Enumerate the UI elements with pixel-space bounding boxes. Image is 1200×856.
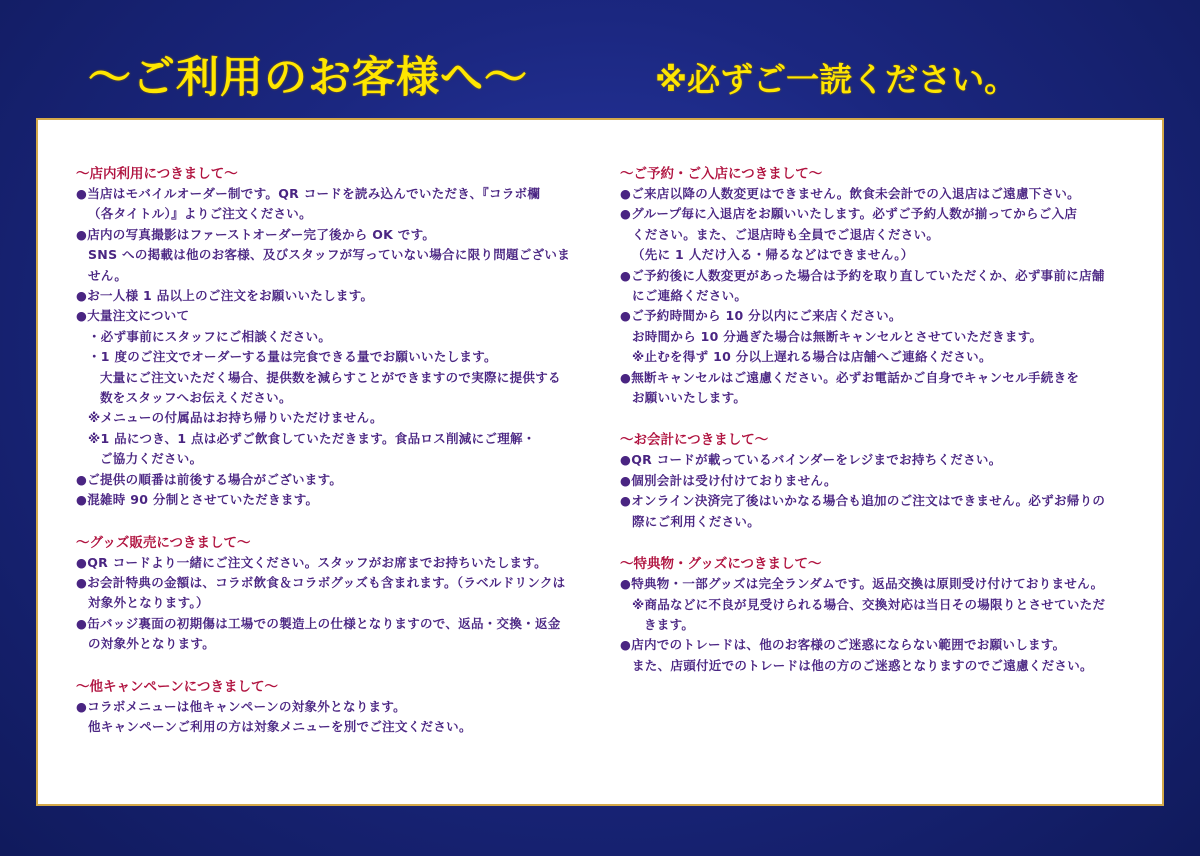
notice-line: 際にご利用ください。 bbox=[632, 513, 761, 529]
right-column bbox=[620, 164, 1140, 698]
notice-line: 数をスタッフへお伝えください。 bbox=[100, 390, 292, 406]
notice-line: ●混雑時 90 分制とさせていただきます。 bbox=[76, 492, 319, 508]
notice-section bbox=[620, 554, 1140, 676]
notice-line: ※1 品につき、1 点は必ずご飲食していただきます。食品ロス削減にご理解・ bbox=[88, 430, 536, 446]
notice-line: ●当店はモバイルオーダー制です。QR コードを読み込んでいただき、『コラボ欄 bbox=[76, 186, 541, 201]
page-title: 〜ご利用のお客様へ〜 bbox=[88, 53, 528, 103]
section-title: 〜特典物・グッズにつきまして〜 bbox=[620, 556, 822, 573]
notice-line: ●オンライン決済完了後はいかなる場合も追加のご注文はできません。必ずお帰りの bbox=[620, 493, 1106, 509]
notice-line: せん。 bbox=[88, 267, 128, 283]
notice-line: また、店頭付近でのトレードは他の方のご迷惑となりますのでご遠慮ください。 bbox=[632, 657, 1093, 673]
header bbox=[0, 44, 1200, 114]
notice-line: ●ご予約時間から 10 分以内にご来店ください。 bbox=[620, 308, 902, 324]
section-title: 〜グッズ販売につきまして〜 bbox=[76, 534, 251, 551]
notice-line: にご連絡ください。 bbox=[632, 288, 748, 304]
section-title: 〜他キャンペーンにつきまして〜 bbox=[76, 678, 278, 695]
notice-panel bbox=[36, 118, 1164, 806]
notice-section bbox=[76, 533, 596, 655]
notice-line: （各タイトル）』よりご注文ください。 bbox=[88, 206, 312, 222]
notice-line: ●特典物・一部グッズは完全ランダムです。返品交換は原則受け付けておりません。 bbox=[620, 576, 1104, 592]
notice-line: ご協力ください。 bbox=[100, 451, 203, 467]
notice-line: ※止むを得ず 10 分以上遅れる場合は店舗へご連絡ください。 bbox=[632, 349, 992, 365]
page-subtitle: ※必ずご一読ください。 bbox=[655, 60, 1018, 99]
notice-line: ●無断キャンセルはご遠慮ください。必ずお電話かご自身でキャンセル手続きを bbox=[620, 369, 1080, 385]
notice-line: ●グループ毎に入退店をお願いいたします。必ずご予約人数が揃ってからご入店 bbox=[620, 206, 1078, 222]
notice-line: ●お会計特典の金額は、コラボ飲食＆コラボグッズも含まれます。（ラベルドリンクは bbox=[76, 574, 566, 590]
notice-line: ●店内でのトレードは、他のお客様のご迷惑にならない範囲でお願いします。 bbox=[620, 637, 1066, 653]
section-title: 〜お会計につきまして〜 bbox=[620, 432, 769, 449]
notice-line: ●お一人様 1 品以上のご注文をお願いいたします。 bbox=[76, 288, 374, 304]
notice-line: ●ご来店以降の人数変更はできません。飲食未会計での入退店はご遠慮下さい。 bbox=[620, 186, 1080, 201]
notice-line: の対象外となります。 bbox=[88, 636, 216, 652]
section-title: 〜ご予約・ご入店につきまして〜 bbox=[620, 166, 823, 182]
notice-section bbox=[620, 430, 1140, 532]
notice-line: お願いいたします。 bbox=[632, 390, 747, 406]
notice-line: ●ご予約後に人数変更があった場合は予約を取り直していただくか、必ず事前に店舗 bbox=[620, 267, 1105, 283]
notice-line: ●個別会計は受け付けておりません。 bbox=[620, 472, 837, 488]
notice-line: SNS への掲載は他のお客様、及びスタッフが写っていない場合に限り問題ございま bbox=[88, 247, 571, 263]
notice-line: ●ご提供の順番は前後する場合がございます。 bbox=[76, 471, 343, 487]
notice-line: ●店内の写真撮影はファーストオーダー完了後から OK です。 bbox=[76, 226, 436, 242]
left-column bbox=[76, 164, 596, 759]
notice-section bbox=[76, 677, 596, 738]
notice-section bbox=[620, 164, 1140, 408]
notice-section bbox=[76, 164, 596, 511]
section-title: 〜店内利用につきまして〜 bbox=[76, 166, 238, 182]
notice-line: 他キャンペーンご利用の方は対象メニューを別でご注文ください。 bbox=[88, 718, 472, 734]
notice-line: ●缶バッジ裏面の初期傷は工場での製造上の仕様となりますので、返品・交換・返金 bbox=[76, 615, 561, 631]
notice-line: きます。 bbox=[644, 616, 695, 632]
notice-line: ・1 度のご注文でオーダーする量は完食できる量でお願いいたします。 bbox=[88, 349, 497, 365]
notice-line: お時間から 10 分過ぎた場合は無断キャンセルとさせていただきます。 bbox=[632, 328, 1043, 344]
notice-line: ●QR コードより一緒にご注文ください。スタッフがお席までお持ちいたします。 bbox=[76, 554, 547, 570]
notice-line: 対象外となります。） bbox=[88, 595, 209, 611]
notice-line: ください。また、ご退店時も全員でご退店ください。 bbox=[632, 226, 940, 242]
notice-line: ●大量注文について bbox=[76, 308, 190, 324]
notice-line: ※商品などに不良が見受けられる場合、交換対応は当日その場限りとさせていただ bbox=[632, 596, 1106, 612]
notice-line: ・必ず事前にスタッフにご相談ください。 bbox=[88, 328, 332, 344]
notice-line: ●QR コードが載っているバインダーをレジまでお持ちください。 bbox=[620, 452, 1002, 468]
notice-line: ※メニューの付属品はお持ち帰りいただけません。 bbox=[88, 410, 383, 426]
notice-line: （先に 1 人だけ入る・帰るなどはできません。） bbox=[632, 247, 914, 263]
notice-line: 大量にご注文いただく場合、提供数を減らすことができますので実際に提供する bbox=[100, 369, 561, 385]
notice-line: ●コラボメニューは他キャンペーンの対象外となります。 bbox=[76, 698, 406, 714]
